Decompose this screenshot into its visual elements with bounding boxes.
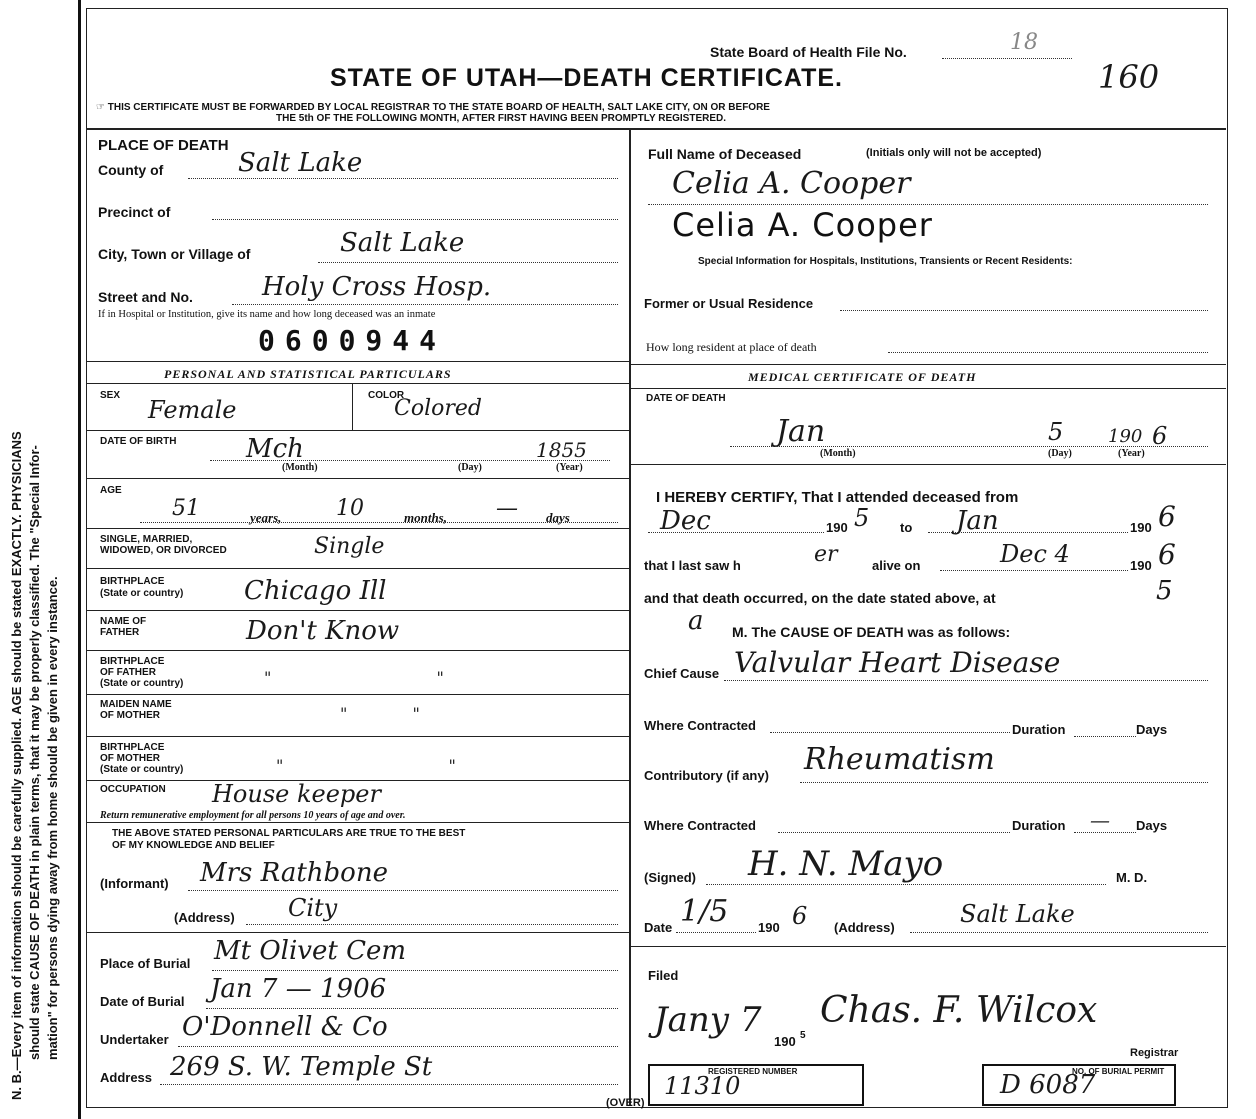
last-saw-line — [940, 570, 1128, 571]
dob-year-label: (Year) — [556, 462, 583, 473]
undertaker-address-line — [160, 1084, 618, 1085]
father-bp-label-1: BIRTHPLACE — [100, 656, 165, 667]
to-year-value: 6 — [1158, 500, 1176, 533]
age-years-value: 51 — [172, 496, 200, 521]
file-no-label: State Board of Health File No. — [710, 44, 907, 60]
burial-date-label: Date of Burial — [100, 994, 185, 1009]
contrib-where-contracted-label: Where Contracted — [644, 818, 756, 833]
attended-from-line — [648, 532, 824, 533]
birthplace-row-rule — [86, 610, 629, 611]
occupation-row-rule — [86, 822, 629, 823]
sidebar-notice-text — [8, 20, 62, 1100]
contrib-days-label: Days — [1136, 818, 1168, 833]
filed-year-prefix: 190 — [774, 1034, 796, 1049]
cert-address-label: (Address) — [834, 920, 895, 935]
dob-year-value: 1855 — [536, 438, 587, 462]
street-value: Holy Cross Hosp. — [262, 272, 492, 302]
marital-label-1: SINGLE, MARRIED, — [100, 534, 193, 545]
mother-label-2: OF MOTHER — [100, 710, 160, 721]
last-saw-date: Dec 4 — [1000, 540, 1070, 568]
personal-heading-rule — [86, 383, 629, 384]
informant-address-value: City — [288, 894, 338, 922]
mother-row-rule — [86, 736, 629, 737]
file-no-line — [942, 58, 1072, 59]
birthplace-value: Chicago Ill — [244, 576, 387, 606]
street-line — [232, 304, 618, 305]
city-value: Salt Lake — [340, 228, 465, 258]
attended-to-line — [928, 532, 1128, 533]
mother-bp-label-3: (State or country) — [100, 764, 184, 775]
deceased-name-label: Full Name of Deceased — [648, 146, 802, 162]
record-stamp: 0600944 — [258, 324, 447, 357]
medical-heading: MEDICAL CERTIFICATE OF DEATH — [748, 370, 977, 384]
hospital-note: If in Hospital or Institution, give its name and how long deceased was an inmate — [98, 309, 436, 320]
mother-value: " " — [340, 704, 450, 723]
medical-heading-rule — [629, 388, 1226, 389]
age-row-rule — [86, 528, 629, 529]
certificate-title: STATE OF UTAH—DEATH CERTIFICATE. — [330, 64, 843, 92]
sex-value: Female — [148, 396, 237, 424]
last-year-prefix: 190 — [1130, 558, 1152, 573]
mother-bp-label-1: BIRTHPLACE — [100, 742, 165, 753]
marital-value: Single — [314, 534, 385, 559]
death-time-value: 5 — [1156, 576, 1173, 606]
precinct-line — [212, 219, 618, 220]
dob-label: DATE OF BIRTH — [100, 436, 177, 447]
dod-label: DATE OF DEATH — [646, 393, 726, 404]
occupation-note: Return remunerative employment for all persons 10 years of age and over. — [100, 810, 406, 821]
how-long-label: How long resident at place of death — [646, 340, 817, 354]
occupation-value: House keeper — [212, 780, 381, 808]
age-months-value: 10 — [336, 496, 364, 521]
street-label: Street and No. — [98, 289, 193, 305]
dod-line — [730, 446, 1208, 447]
former-residence-label: Former or Usual Residence — [644, 296, 814, 311]
city-line — [318, 262, 618, 263]
personal-heading: PERSONAL AND STATISTICAL PARTICULARS — [164, 367, 452, 381]
mother-bp-label-2: OF MOTHER — [100, 753, 160, 764]
dob-month-value: Mch — [246, 434, 304, 464]
last-saw-label: that I last saw h — [644, 558, 741, 573]
certify-text: I HEREBY CERTIFY, That I attended deceased from — [656, 489, 1019, 506]
dod-year-label: (Year) — [1118, 448, 1145, 459]
dob-day-label: (Day) — [458, 462, 482, 473]
attest-line-2: OF MY KNOWLEDGE AND BELIEF — [112, 840, 275, 851]
cert-address-line — [910, 932, 1208, 933]
sidebar-line-1: N. B.—Every item of information should be carefully supplied. AGE should be stated EXACTLY. PHYSICIANS — [9, 431, 24, 1100]
to-year-prefix: 190 — [1130, 520, 1152, 535]
age-line — [140, 522, 618, 523]
chief-cause-line — [724, 680, 1208, 681]
marital-label-2: WIDOWED, OR DIVORCED — [100, 545, 227, 556]
county-value: Salt Lake — [238, 148, 363, 178]
color-value: Colored — [394, 396, 482, 421]
notice-line-1: ☞ THIS CERTIFICATE MUST BE FORWARDED BY LOCAL REGISTRAR TO THE STATE BOARD OF HEALTH, SALT LAKE CITY, ON OR BEFORE — [96, 102, 770, 113]
sidebar-line-2: should state CAUSE OF DEATH in plain terms, that it may be properly classified. The "Special Infor- — [27, 445, 42, 1060]
contributory-value: Rheumatism — [804, 742, 995, 777]
dob-month-label: (Month) — [282, 462, 318, 473]
how-long-line — [888, 352, 1208, 353]
place-of-death-heading: PLACE OF DEATH — [98, 137, 229, 154]
deceased-name-value: Celia A. Cooper — [672, 166, 911, 201]
dod-month-value: Jan — [776, 414, 826, 449]
to-word: to — [900, 520, 913, 535]
cert-date-year-value: 6 — [792, 902, 808, 930]
contrib-duration-label: Duration — [1012, 818, 1066, 833]
father-bp-label-2: OF FATHER — [100, 667, 156, 678]
city-label: City, Town or Village of — [98, 246, 251, 262]
county-line — [188, 178, 618, 179]
years-word: years, — [250, 510, 282, 525]
birthplace-label: BIRTHPLACE — [100, 576, 165, 587]
cert-date-label: Date — [644, 920, 673, 935]
medical-bottom-rule — [629, 946, 1226, 947]
burial-place-label: Place of Burial — [100, 956, 191, 971]
contrib-duration-value: — — [1090, 808, 1110, 832]
dod-row-rule — [629, 464, 1226, 465]
filed-value: Jany 7 — [654, 1000, 762, 1040]
contributory-label: Contributory (if any) — [644, 768, 769, 783]
attest-line-1: THE ABOVE STATED PERSONAL PARTICULARS ARE TRUE TO THE BEST — [112, 828, 466, 839]
informant-value: Mrs Rathbone — [200, 858, 388, 888]
undertaker-address-label: Address — [100, 1070, 153, 1085]
months-word: months, — [404, 510, 447, 525]
registrar-label: Registrar — [1130, 1047, 1179, 1059]
sex-row-rule — [86, 430, 629, 431]
undertaker-value: O'Donnell & Co — [182, 1012, 388, 1042]
undertaker-line — [178, 1046, 618, 1047]
informant-address-line — [246, 924, 618, 925]
precinct-label: Precinct of — [98, 204, 171, 220]
dod-year-prefix: 190 — [1108, 426, 1143, 447]
notice-line-2: THE 5th OF THE FOLLOWING MONTH, AFTER FIRST HAVING BEEN PROMPTLY REGISTERED. — [276, 113, 727, 124]
chief-duration-line — [1074, 736, 1136, 737]
from-year-value: 5 — [854, 504, 870, 532]
cert-date-line — [676, 932, 756, 933]
chief-where-contracted-label: Where Contracted — [644, 718, 756, 733]
place-section-divider — [86, 361, 629, 362]
chief-where-line — [770, 732, 1010, 733]
death-am-value: a — [688, 606, 704, 636]
contributory-line — [800, 782, 1208, 783]
attest-row-rule — [86, 932, 629, 933]
dod-month-label: (Month) — [820, 448, 856, 459]
deceased-name-note: (Initials only will not be accepted) — [866, 147, 1042, 159]
chief-days-label: Days — [1136, 722, 1168, 737]
father-label-1: NAME OF — [100, 616, 147, 627]
signed-value: H. N. Mayo — [748, 844, 944, 884]
over-label: (OVER) — [606, 1097, 645, 1109]
attended-to-value: Jan — [956, 506, 999, 536]
deceased-name-print: Celia A. Cooper — [672, 206, 933, 244]
contrib-duration-line — [1074, 832, 1136, 833]
days-word: days — [546, 510, 570, 525]
signed-label: (Signed) — [644, 870, 696, 885]
informant-label: (Informant) — [100, 876, 169, 891]
medical-top-rule — [629, 364, 1226, 365]
dod-year-suffix: 6 — [1152, 422, 1168, 450]
registrar-signature: Chas. F. Wilcox — [820, 990, 1098, 1031]
chief-cause-label: Chief Cause — [644, 666, 720, 681]
from-year-prefix: 190 — [826, 520, 848, 535]
death-occurred-text: and that death occurred, on the date stated above, at — [644, 590, 996, 606]
father-row-rule — [86, 650, 629, 651]
informant-line — [188, 890, 618, 891]
filed-year-digit: 5 — [800, 1030, 806, 1041]
burial-permit-label: NO. OF BURIAL PERMIT — [1072, 1067, 1165, 1076]
father-bp-label-3: (State or country) — [100, 678, 184, 689]
county-label: County of — [98, 162, 164, 178]
last-saw-her: er — [814, 542, 838, 567]
sidebar-line-3: mation" for persons dying away from home should be given in every instance. — [45, 576, 60, 1060]
former-residence-line — [840, 310, 1208, 311]
age-days-value: — — [496, 496, 518, 521]
center-divider — [629, 128, 631, 1106]
mother-label-1: MAIDEN NAME — [100, 699, 172, 710]
md-label: M. D. — [1116, 870, 1148, 885]
father-bp-row-rule — [86, 694, 629, 695]
cert-date-year-prefix: 190 — [758, 920, 780, 935]
alive-on-label: alive on — [872, 558, 921, 573]
sidebar-notice — [0, 0, 81, 1119]
burial-place-value: Mt Olivet Cem — [214, 936, 407, 966]
burial-place-line — [212, 970, 618, 971]
chief-duration-label: Duration — [1012, 722, 1066, 737]
age-label: AGE — [100, 485, 122, 496]
certificate-number: 160 — [1098, 58, 1160, 96]
father-label-2: FATHER — [100, 627, 140, 638]
registered-number-label: REGISTERED NUMBER — [708, 1067, 798, 1076]
informant-address-label: (Address) — [174, 910, 235, 925]
mother-bp-value: " " — [276, 756, 536, 775]
chief-cause-value: Valvular Heart Disease — [734, 646, 1061, 679]
cause-intro: M. The CAUSE OF DEATH was as follows: — [732, 624, 1011, 640]
cert-address-value: Salt Lake — [960, 900, 1075, 928]
header-divider — [86, 128, 1226, 130]
undertaker-label: Undertaker — [100, 1032, 169, 1047]
birthplace-sub: (State or country) — [100, 588, 184, 599]
dod-day-value: 5 — [1048, 418, 1064, 446]
burial-date-line — [206, 1008, 618, 1009]
registered-number-value: 11310 — [664, 1072, 741, 1100]
sex-color-divider — [352, 384, 353, 430]
deceased-name-line — [648, 204, 1208, 205]
burial-date-value: Jan 7 — 1906 — [210, 974, 387, 1004]
color-label: COLOR — [368, 390, 405, 401]
occupation-label: OCCUPATION — [100, 784, 166, 795]
file-no-value: 18 — [1010, 30, 1038, 55]
special-info-label: Special Information for Hospitals, Institutions, Transients or Recent Residents: — [698, 256, 1073, 267]
cert-date-value: 1/5 — [680, 894, 729, 929]
dob-line — [210, 460, 610, 461]
marital-row-rule — [86, 568, 629, 569]
sex-label: SEX — [100, 390, 121, 401]
last-year-value: 6 — [1158, 538, 1176, 571]
undertaker-address-value: 269 S. W. Temple St — [170, 1052, 433, 1082]
father-bp-value: " " — [264, 668, 524, 687]
dod-day-label: (Day) — [1048, 448, 1072, 459]
dob-row-rule — [86, 478, 629, 479]
burial-permit-value: D 6087 — [1000, 1070, 1096, 1100]
contrib-where-line — [778, 832, 1010, 833]
filed-label: Filed — [648, 968, 679, 983]
attended-from-value: Dec — [660, 506, 711, 536]
father-value: Don't Know — [246, 616, 400, 646]
signed-line — [706, 884, 1106, 885]
